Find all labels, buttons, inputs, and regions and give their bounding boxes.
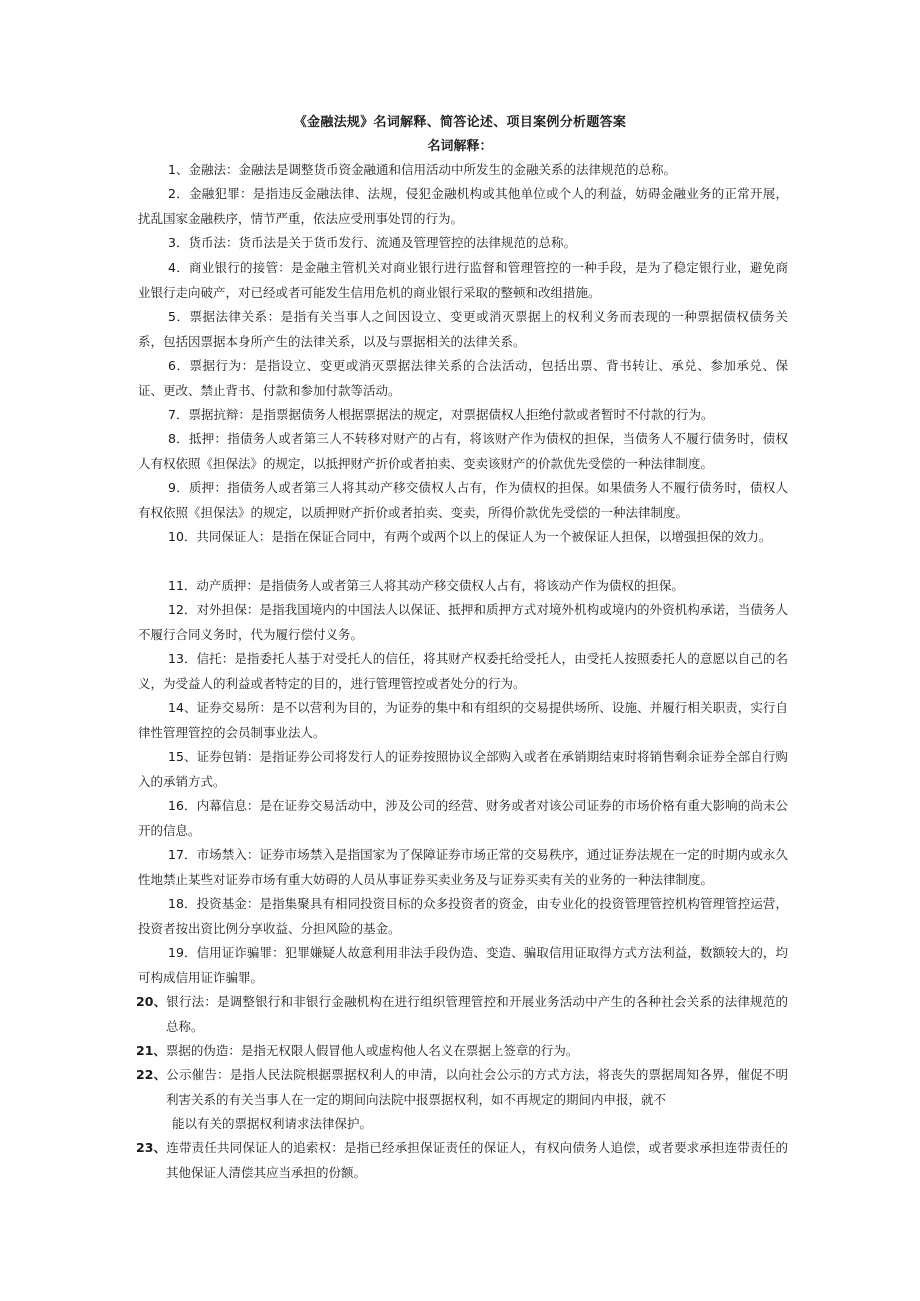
entry-number: 10 — [168, 529, 184, 544]
entry-number: 21、 — [136, 1043, 166, 1058]
entry-number: 8 — [168, 431, 176, 446]
definition-entry — [138, 256, 788, 305]
entry-text: ．共同保证人：是指在保证合同中，有两个或两个以上的保证人为一个被保证人担保，以增强担保的效力。 — [183, 529, 772, 544]
definition-entry — [138, 525, 788, 550]
entry-text: 连带责任共同保证人的追索权：是指已经承担保证责任的保证人，有权向债务人追偿，或者要求承担连带责任的其他保证人清偿其应当承担的份额。 — [166, 1140, 788, 1180]
entry-number: 7 — [168, 407, 176, 422]
entry-text: ．信托：是指委托人基于对受托人的信任，将其财产权委托给受托人，由受托人按照委托人的意愿以自己的名义，为受益人的利益或者特定的目的，进行管理管控或者处分的行为。 — [138, 651, 788, 691]
entry-number: 20、 — [136, 994, 167, 1009]
definition-entry — [138, 305, 788, 354]
definition-entry — [136, 1136, 788, 1185]
document-title: 《金融法规》名词解释、简答论述、项目案例分析题答案 — [293, 115, 627, 130]
entry-text: 票据的伪造：是指无权限人假冒他人或虚构他人名义在票据上签章的行为。 — [165, 1043, 579, 1058]
entry-number: 16 — [168, 798, 184, 813]
entry-number: 22、 — [136, 1067, 167, 1082]
definition-entry — [138, 598, 788, 647]
definition-entry — [138, 182, 788, 231]
definition-entry — [138, 794, 788, 843]
section-heading: 名词解释： — [427, 139, 493, 154]
definition-entry — [138, 745, 788, 794]
entry-text: ．市场禁入：证券市场禁入是指国家为了保障证券市场正常的交易秩序，通过证券法规在一定的时期内或永久性地禁止某些对证券市场有重大妨碍的人员从事证券买卖业务及与证券买卖有关的业务的一种法律制度。 — [138, 847, 788, 887]
entry-number: 12 — [168, 602, 184, 617]
definition-entry — [138, 647, 788, 696]
entry-number: 13 — [168, 651, 184, 666]
entry-number: 6 — [168, 358, 176, 373]
entry-text: ．商业银行的接管：是金融主管机关对商业银行进行监督和管理管控的一种手段，是为了稳定银行业，避免商业银行走向破产，对已经或者可能发生信用危机的商业银行采取的整顿和改组措施。 — [138, 260, 788, 300]
definition-entry — [138, 476, 788, 525]
definition-entry — [138, 427, 788, 476]
entry-text: 公示催告：是指人民法院根据票据权利人的申清，以向社会公示的方式方法，将丧失的票据周知各界，催促不明利害关系的有关当事人在一定的期间向法院中报票据权利，如不再规定的期间内申报，就不 — [166, 1067, 788, 1107]
entry-number: 19 — [168, 945, 184, 960]
definition-entry — [136, 1039, 788, 1064]
entry-text: ．动产质押：是指债务人或者第三人将其动产移交债权人占有，将该动产作为债权的担保。 — [183, 578, 684, 593]
entry-number: 17 — [168, 847, 184, 862]
entry-number: 2 — [168, 186, 176, 201]
entry-text: ．票据行为：是指设立、变更或消灭票据法律关系的合法活动，包括出票、背书转让、承兑、参加承兑、保证、更改、禁止背书、付款和参加付款等活动。 — [138, 358, 788, 398]
entry-text: 金融法：金融法是调整货币资金融通和信用活动中所发生的金融关系的法律规范的总称。 — [188, 162, 676, 177]
entry-text-continuation: 能以有关的票据权利请求法律保护。 — [172, 1116, 373, 1131]
definition-entry — [136, 1063, 788, 1137]
entry-number: 3 — [168, 235, 176, 250]
definition-entry — [138, 403, 788, 428]
entry-text: ．投资基金：是指集聚具有相同投资目标的众多投资者的资金，由专业化的投资管理管控机构管理管控运营，投资者按出资比例分享收益、分担风险的基金。 — [138, 896, 788, 936]
entry-text: ．货币法：货币法是关于货币发行、流通及管理管控的法律规范的总称。 — [175, 235, 576, 250]
entry-number: 1、 — [168, 162, 189, 177]
definition-entry — [138, 158, 788, 183]
entry-text: ．信用证诈骗罪：犯罪嫌疑人故意利用非法手段伪造、变造、骗取信用证取得方式方法利益，数额较大的，均可构成信用证诈骗罪。 — [138, 945, 788, 985]
definition-entry — [138, 696, 788, 745]
entry-text: ．票据抗辩：是指票据债务人根据票据法的规定，对票据债权人拒绝付款或者暂时不付款的行为。 — [175, 407, 714, 422]
entry-text: ．内幕信息：是在证券交易活动中，涉及公司的经营、财务或者对该公司证券的市场价格有重大影响的尚未公开的信息。 — [138, 798, 788, 838]
entry-text: 证券包销：是指证券公司将发行人的证券按照协议全部购入或者在承销期结束时将销售剩余证券全部自行购入的承销方式。 — [138, 749, 788, 789]
entry-number: 9 — [168, 480, 176, 495]
entry-number: 5 — [168, 309, 176, 324]
entry-number: 18 — [168, 896, 184, 911]
definition-entry — [138, 231, 788, 256]
entry-number: 4 — [168, 260, 176, 275]
entry-number: 23、 — [136, 1140, 167, 1155]
entry-number: 14、 — [168, 700, 197, 715]
definition-entry — [138, 843, 788, 892]
entry-text: ．抵押：指债务人或者第三人不转移对财产的占有，将该财产作为债权的担保，当债务人不履行债务时，债权人有权依照《担保法》的规定，以抵押财产折价或者拍卖、变卖该财产的价款优先受偿的一种法律制度。 — [138, 431, 788, 471]
definition-entry — [138, 574, 788, 599]
entry-text: 证券交易所：是不以营利为目的，为证券的集中和有组织的交易提供场所、设施、并履行相关职责，实行自律性管理管控的会员制事业法人。 — [138, 700, 788, 740]
entry-text: ．金融犯罪：是指违反金融法律、法规，侵犯金融机构或其他单位或个人的利益，妨碍金融业务的正常开展，扰乱国家金融秩序，情节严重，依法应受刑事处罚的行为。 — [138, 186, 788, 226]
definition-entry — [138, 941, 788, 990]
definition-entry — [138, 892, 788, 941]
entry-text: ．对外担保：是指我国境内的中国法人以保证、抵押和质押方式对境外机构或境内的外资机构承诺，当债务人不履行合同义务时，代为履行偿付义务。 — [138, 602, 788, 642]
entry-text: ．质押：指债务人或者第三人将其动产移交债权人占有，作为债权的担保。如果债务人不履行债务时，债权人有权依照《担保法》的规定，以质押财产折价或者拍卖、变卖，所得价款优先受偿的一种法律制度。 — [138, 480, 788, 520]
entry-text: ．票据法律关系：是指有关当事人之间因设立、变更或消灭票据上的权利义务而表现的一种票据债权债务关系，包括因票据本身所产生的法律关系，以及与票据相关的法律关系。 — [138, 309, 788, 349]
entry-number: 15、 — [168, 749, 197, 764]
definition-entry — [136, 990, 788, 1039]
definition-entry — [138, 354, 788, 403]
entry-number: 11 — [168, 578, 184, 593]
entry-text: 银行法：是调整银行和非银行金融机构在进行组织管理管控和开展业务活动中产生的各种社会关系的法律规范的总称。 — [166, 994, 788, 1034]
